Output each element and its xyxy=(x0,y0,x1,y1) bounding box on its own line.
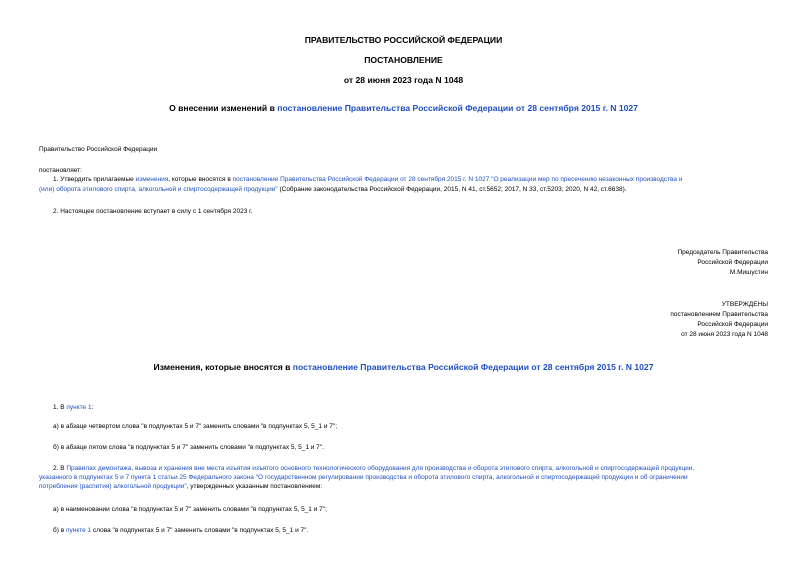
document-type: ПОСТАНОВЛЕНИЕ xyxy=(364,55,443,65)
item2b-text-a: б) в xyxy=(53,527,66,534)
paragraph-1-line-2 xyxy=(39,186,627,195)
item2b-point-link[interactable]: пункте 1 xyxy=(65,527,92,534)
item2b-text-b: слова "в подпунктах 5 и 7" заменить словами "в подпунктах 5, 5_1 и 7". xyxy=(91,527,309,534)
title-prefix: О внесении изменений в xyxy=(169,103,278,113)
item1-point-link[interactable]: пункте 1 xyxy=(66,404,92,411)
approval-date: от 28 июня 2023 года N 1048 xyxy=(681,331,768,338)
annex-title xyxy=(0,362,807,373)
annex-item-1 xyxy=(53,404,93,413)
annex-item-2-line-1 xyxy=(53,465,694,474)
annex-item-2-line-3 xyxy=(39,483,322,492)
title-link[interactable]: постановление Правительства Российской Федерации от 28 сентября 2015 г. N 1027 xyxy=(277,103,638,113)
approval-by: постановлением Правительства xyxy=(670,311,768,318)
paragraph-1-line-1 xyxy=(53,176,682,185)
annex-item-1a: а) в абзаце четвертом слова "в подпунктах 5 и 7" заменить словами "в подпунктах 5, 5_1 и 7"; xyxy=(53,423,337,430)
approval-stamp: УТВЕРЖДЕНЫ xyxy=(721,301,768,308)
annex-item-1b: б) в абзаце пятом слова "в подпунктах 5 и 7" заменить словами "в подпунктах 5, 5_1 и 7". xyxy=(53,444,324,451)
item1-text-a: 1. В xyxy=(53,404,67,411)
signature-name: М.Мишустин xyxy=(729,269,768,276)
annex-item-2b xyxy=(53,527,308,536)
signature-position: Председатель Правительства xyxy=(677,249,768,256)
p1-text-b: , которые вносятся в xyxy=(168,176,233,183)
annex-item-2-line-2 xyxy=(39,474,688,483)
rules-link-line-1[interactable]: Правилах демонтажа, вывоза и хранения вне места изъятия изъятого основного технологического оборудования для производства и оборота этилового спирта, алкогольной и спиртосодержащей продукции, xyxy=(66,465,695,472)
resolution-link-line-1[interactable]: постановление Правительства Российской Федерации от 28 сентября 2015 г. N 1027 "О реализации мер по пресечению незаконных производства и xyxy=(232,176,683,183)
item1-text-b: : xyxy=(91,404,94,411)
item2-text-a: 2. В xyxy=(53,465,67,472)
resolution-link-line-2[interactable]: (или) оборота этилового спирта, алкогольной и спиртосодержащей продукции" xyxy=(39,186,278,193)
federal-law-link-line-2[interactable]: потребления (распития) алкогольной продукции" xyxy=(39,483,187,490)
item2-text-b: , утвержденных указанным постановлением: xyxy=(186,483,323,490)
annex-title-prefix: Изменения, которые вносятся в xyxy=(153,362,293,372)
approval-country: Российской Федерации xyxy=(697,321,768,328)
changes-link[interactable]: изменения xyxy=(135,176,169,183)
government-heading: ПРАВИТЕЛЬСТВО РОССИЙСКОЙ ФЕДЕРАЦИИ xyxy=(304,35,503,45)
intro-text: Правительство Российской Федерации xyxy=(39,146,158,153)
document-date: от 28 июня 2023 года N 1048 xyxy=(343,75,464,85)
federal-law-link-line-1[interactable]: "О государственном регулировании производства и оборота этилового спирта, алкогольной и спиртосодержащей продукции и об ограничении xyxy=(255,474,688,481)
signature-country: Российской Федерации xyxy=(697,259,768,266)
document-title xyxy=(0,103,807,114)
annex-item-2a: а) в наименовании слова "в подпунктах 5 и 7" заменить словами "в подпунктах 5, 5_1 и 7"; xyxy=(53,506,327,513)
p1-text-c: (Собрание законодательства Российской Федерации, 2015, N 41, ст.5652; 2017, N 33, ст.5203; 2020, N 42, ст.6638). xyxy=(277,186,627,193)
decrees-text: постановляет: xyxy=(39,167,82,174)
p1-text-a: 1. Утвердить прилагаемые xyxy=(53,176,136,183)
paragraph-2: 2. Настоящее постановление вступает в силу с 1 сентября 2023 г. xyxy=(53,208,253,215)
annex-title-link[interactable]: постановление Правительства Российской Федерации от 28 сентября 2015 г. N 1027 xyxy=(292,362,654,372)
rules-link-line-2[interactable]: указанного в подпунктах 5 и 7 пункта 1 статьи 25 Федерального закона xyxy=(39,474,254,481)
